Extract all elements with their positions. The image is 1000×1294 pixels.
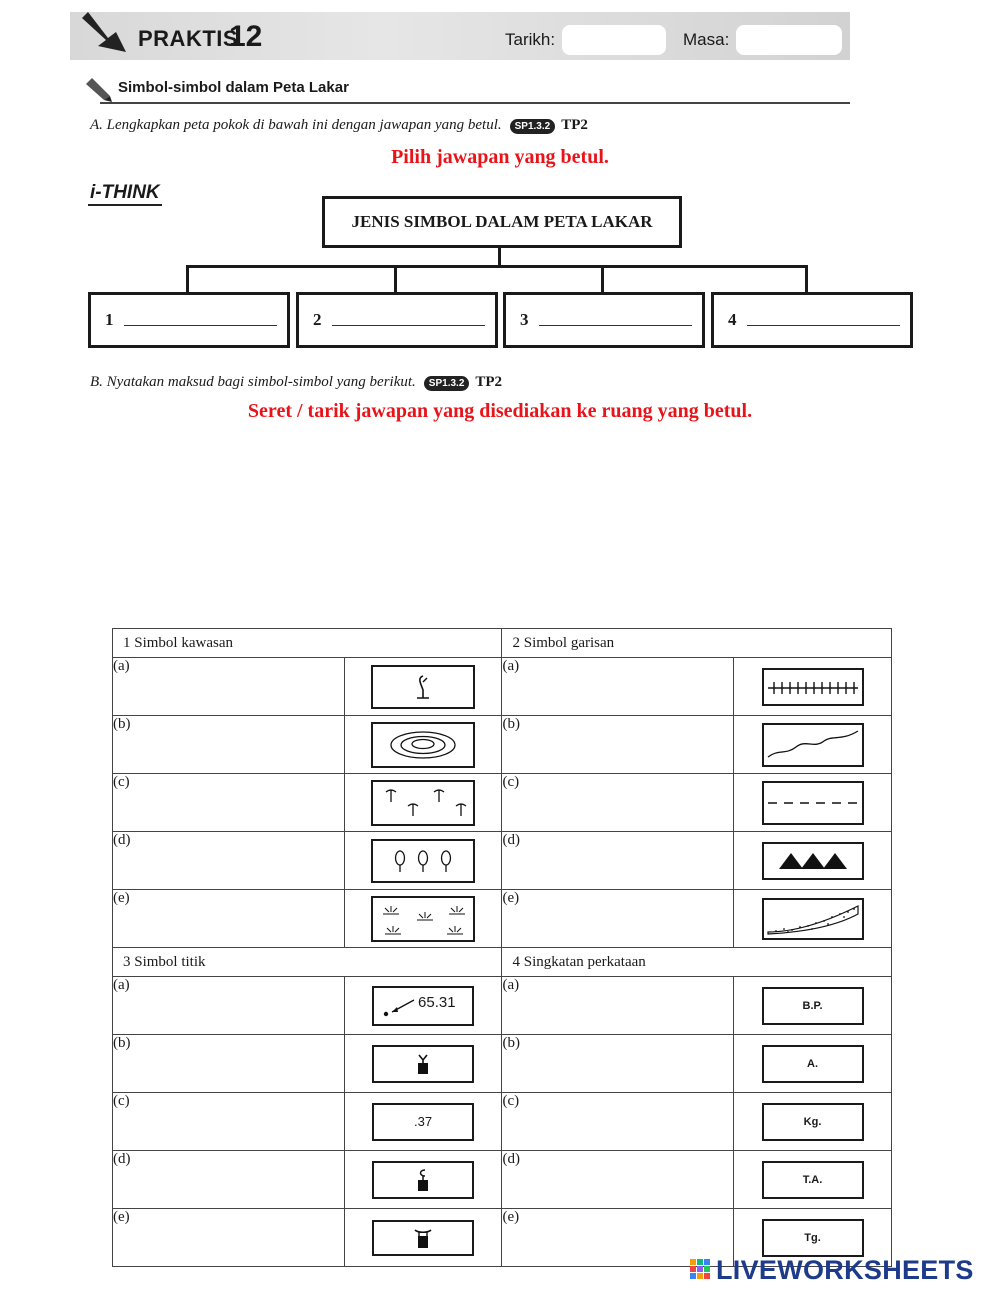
table-row — [113, 716, 892, 774]
tree-leaf-3[interactable] — [503, 292, 705, 348]
row-label: (d) — [502, 1151, 520, 1167]
leaf-number: 1 — [105, 310, 114, 329]
row-label: (a) — [113, 977, 130, 993]
symbol-cell — [344, 890, 502, 948]
abbrev-text: Kg. — [803, 1115, 822, 1128]
abbrev-text: B.P. — [802, 999, 823, 1012]
row-label: (d) — [502, 832, 520, 848]
tree-connector — [805, 265, 808, 292]
table-row — [113, 658, 892, 716]
symbol-cell — [344, 1093, 502, 1151]
answer-blank[interactable] — [539, 325, 693, 326]
table-row — [113, 1035, 892, 1093]
answer-drop-cell[interactable] — [502, 1035, 734, 1093]
table-row — [113, 1151, 892, 1209]
answer-drop-cell[interactable] — [113, 716, 345, 774]
section-title: Simbol-simbol dalam Peta Lakar — [118, 79, 349, 96]
tree-root-box — [322, 196, 682, 248]
section-divider — [100, 102, 850, 104]
elevation-point-icon — [380, 992, 420, 1022]
answer-drop-cell[interactable] — [113, 1035, 345, 1093]
spot-height-value: .37 — [413, 1114, 433, 1129]
row-label: (a) — [502, 977, 520, 993]
mosque-icon — [411, 1166, 435, 1194]
answer-drop-cell[interactable] — [113, 890, 345, 948]
part-b-instruction-line — [90, 374, 502, 391]
symbol-cell — [344, 1151, 502, 1209]
row-label: (a) — [502, 658, 520, 674]
red-instruction-a: Pilih jawapan yang betul. — [391, 146, 609, 168]
elevation-value: 65.31 — [418, 993, 456, 1011]
sandy-beach-icon — [766, 902, 860, 936]
answer-drop-cell[interactable] — [113, 774, 345, 832]
answer-drop-cell[interactable] — [502, 658, 734, 716]
river-line-icon — [766, 727, 860, 763]
row-label: (e) — [113, 890, 130, 906]
table-row — [113, 774, 892, 832]
tree-root-label: JENIS SIMBOL DALAM PETA LAKAR — [351, 212, 653, 231]
praktis-label: PRAKTIS — [138, 26, 239, 51]
group-heading: 1 Simbol kawasan — [113, 629, 502, 658]
tp-label: TP2 — [475, 374, 503, 390]
symbol-cell — [734, 1035, 892, 1093]
abbrev-text: T.A. — [802, 1173, 823, 1186]
answer-blank[interactable] — [747, 325, 901, 326]
part-a-instruction: A. Lengkapkan peta pokok di bawah ini dengan jawapan yang betul. — [90, 117, 502, 133]
answer-drop-cell[interactable] — [502, 774, 734, 832]
liveworksheets-logo-icon — [690, 1259, 712, 1283]
praktis-number: 12 — [229, 20, 263, 53]
abbrev-box — [762, 987, 864, 1025]
tarikh-label: Tarikh: — [505, 30, 556, 49]
tree-connector — [186, 265, 189, 292]
row-label: (c) — [113, 774, 130, 790]
tree-connector — [394, 265, 397, 292]
tarikh-input[interactable] — [562, 25, 666, 55]
abbrev-text: A. — [807, 1057, 819, 1070]
mountain-range-icon — [773, 849, 853, 873]
temple-icon — [410, 1224, 436, 1252]
symbol-cell — [344, 658, 502, 716]
row-label: (b) — [502, 716, 520, 732]
table-group-header — [113, 948, 892, 977]
answer-drop-cell[interactable] — [502, 832, 734, 890]
symbol-cell — [344, 977, 502, 1035]
answer-drop-cell[interactable] — [502, 977, 734, 1035]
logo-text: LIVEWORKSHEETS — [716, 1255, 974, 1285]
leaf-number: 4 — [728, 310, 737, 329]
answer-drop-cell[interactable] — [502, 890, 734, 948]
symbol-cell — [734, 832, 892, 890]
tree-leaf-2[interactable] — [296, 292, 498, 348]
row-label: (b) — [502, 1035, 520, 1051]
symbol-cell — [344, 832, 502, 890]
group-heading: 2 Simbol garisan — [502, 629, 892, 658]
answer-drop-cell[interactable] — [502, 716, 734, 774]
symbol-cell — [734, 1151, 892, 1209]
answer-drop-cell[interactable] — [113, 1209, 345, 1267]
abbrev-box — [762, 1161, 864, 1199]
answer-blank[interactable] — [332, 325, 486, 326]
tree-leaf-4[interactable] — [711, 292, 913, 348]
row-label: (a) — [113, 658, 130, 674]
symbol-cell — [734, 1093, 892, 1151]
masa-label: Masa: — [683, 30, 730, 49]
pencil-icon — [84, 76, 114, 102]
part-a-instruction-line — [90, 117, 588, 134]
answer-blank[interactable] — [124, 325, 278, 326]
tree-connector — [601, 265, 604, 292]
leaf-number: 3 — [520, 310, 529, 329]
sp-badge: SP1.3.2 — [424, 376, 470, 391]
tree-connector — [186, 265, 807, 268]
liveworksheets-logo — [690, 1255, 974, 1286]
symbol-cell — [734, 977, 892, 1035]
group-heading: 3 Simbol titik — [113, 948, 502, 977]
railway-line-icon — [766, 672, 860, 702]
table-row — [113, 977, 892, 1035]
symbol-cell — [734, 890, 892, 948]
abbrev-box — [762, 1045, 864, 1083]
row-label: (d) — [113, 832, 131, 848]
contour-hill-icon — [383, 728, 463, 762]
abbrev-box — [762, 1103, 864, 1141]
row-label: (c) — [502, 774, 520, 790]
row-label: (b) — [113, 716, 131, 732]
tree-leaf-1[interactable] — [88, 292, 290, 348]
row-label: (e) — [113, 1209, 130, 1225]
symbol-cell — [344, 1035, 502, 1093]
sp-badge: SP1.3.2 — [510, 119, 556, 134]
row-label: (c) — [113, 1093, 130, 1109]
symbol-cell — [734, 658, 892, 716]
leaf-number: 2 — [313, 310, 322, 329]
row-label: (e) — [502, 890, 520, 906]
red-instruction-b: Seret / tarik jawapan yang disediakan ke ruang yang betul. — [247, 400, 753, 422]
abbrev-box — [762, 1219, 864, 1257]
answer-drop-cell[interactable] — [502, 1093, 734, 1151]
symbol-cell — [344, 774, 502, 832]
tree-connector — [498, 245, 501, 267]
answer-drop-cell[interactable] — [113, 1093, 345, 1151]
ithink-label: i-THINK — [88, 182, 162, 206]
answer-drop-cell[interactable] — [113, 658, 345, 716]
answer-drop-cell[interactable] — [502, 1151, 734, 1209]
symbol-cell — [734, 716, 892, 774]
answer-drop-cell[interactable] — [113, 1151, 345, 1209]
school-building-icon — [411, 1051, 435, 1077]
abbrev-text: Tg. — [804, 1231, 821, 1244]
table-row — [113, 832, 892, 890]
dashed-boundary-icon — [766, 788, 860, 818]
row-label: (d) — [113, 1151, 131, 1167]
row-label: (c) — [502, 1093, 520, 1109]
group-heading: 4 Singkatan perkataan — [502, 948, 892, 977]
paddy-field-icon — [375, 900, 471, 938]
tp-label: TP2 — [561, 117, 588, 133]
answer-drop-cell[interactable] — [113, 977, 345, 1035]
symbol-cell — [734, 774, 892, 832]
symbol-cell — [344, 716, 502, 774]
palm-plantation-icon — [375, 784, 471, 822]
arrow-logo-icon — [78, 10, 134, 56]
row-label: (b) — [113, 1035, 131, 1051]
table-row — [113, 890, 892, 948]
forest-trees-icon — [378, 845, 468, 877]
masa-input[interactable] — [736, 25, 842, 55]
symbol-cell — [344, 1209, 502, 1267]
answer-drop-cell[interactable] — [113, 832, 345, 890]
row-label: (e) — [502, 1209, 520, 1225]
symbol-table — [112, 628, 892, 1267]
table-group-header — [113, 629, 892, 658]
part-b-instruction: B. Nyatakan maksud bagi simbol-simbol yang berikut. — [90, 374, 416, 390]
table-row — [113, 1093, 892, 1151]
marsh-symbol-icon — [403, 670, 443, 704]
